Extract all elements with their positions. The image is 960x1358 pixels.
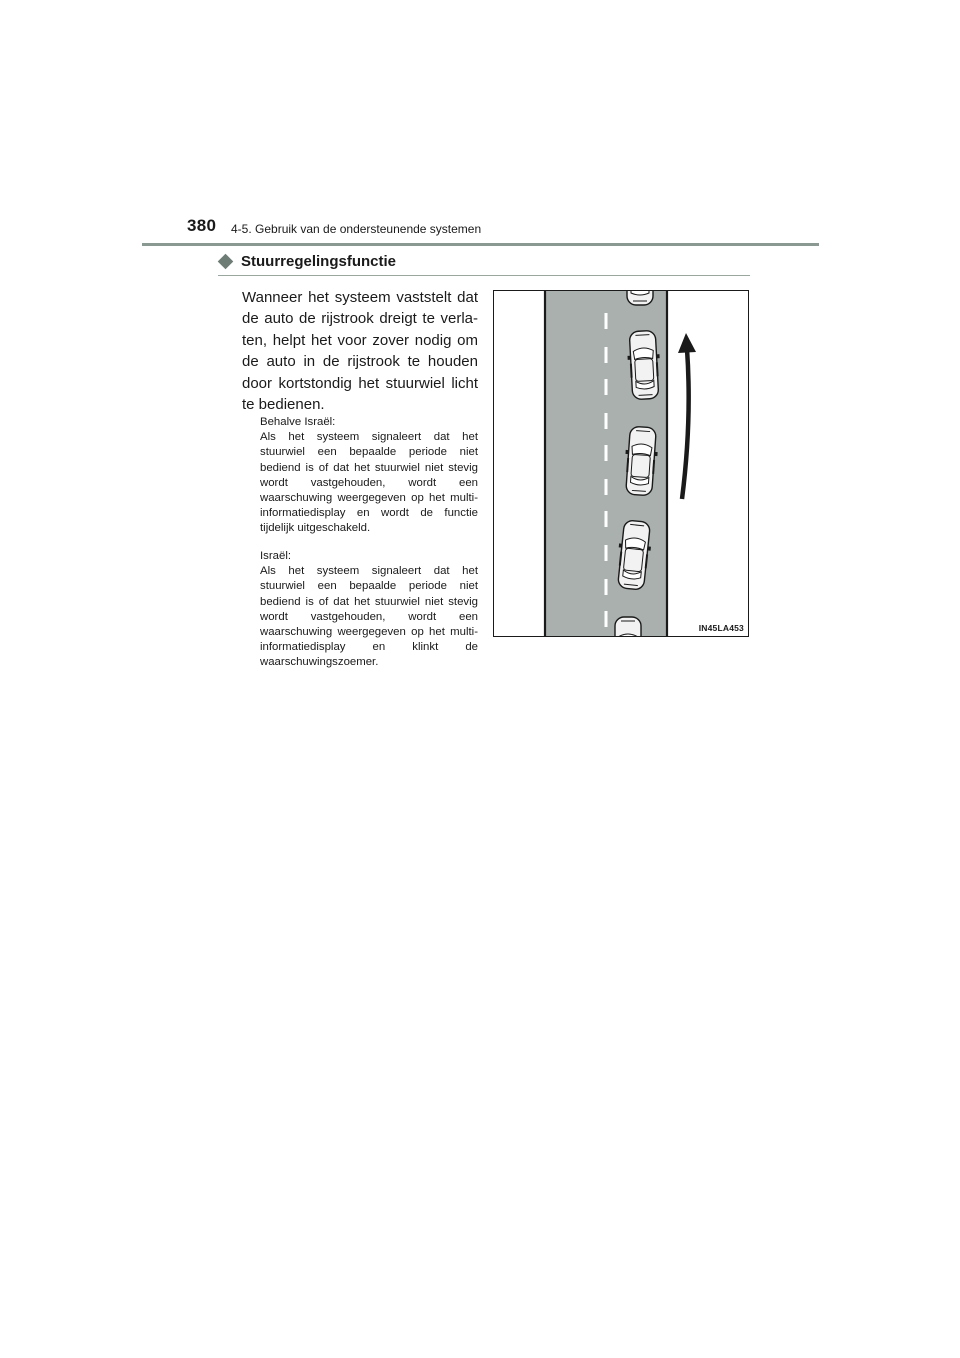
- note-label: Israël:: [260, 550, 292, 562]
- note-israel: [260, 549, 478, 671]
- section-heading-text: Stuurregelingsfunctie: [241, 253, 397, 270]
- car-icon: [626, 330, 662, 400]
- header-rule: [142, 243, 819, 246]
- figure-code: IN45LA453: [698, 623, 744, 633]
- diamond-icon: [218, 254, 234, 270]
- note-label: Behalve Israël:: [260, 416, 336, 428]
- note-text: Als het systeem signaleert dat het stuurwiel een bepaalde periode niet bediend is of dat het stuurwiel niet stevig wordt vastgehouden, wordt een waarschuwing weergegeven op het multi-informatiedisplay en wordt de functie tijdelijk uitgeschakeld.: [260, 431, 478, 535]
- steering-arrow-icon: [678, 333, 696, 499]
- note-text: Als het systeem signaleert dat het stuurwiel een bepaalde periode niet bediend is of dat het stuurwiel niet stevig wordt vastgehouden, wordt een waarschuwing weergegeven op het multi-informatiedisplay en klinkt de waarschuwingszoemer.: [260, 565, 478, 669]
- car-icon: [612, 617, 644, 637]
- body-paragraph: Wanneer het systeem vaststelt dat de auto de rijstrook dreigt te verla-ten, helpt het voor zover nodig om de auto in de rijstrook te houden door kortstondig het stuurwiel licht te bedienen.: [242, 289, 478, 414]
- chapter-title: 4-5. Gebruik van de ondersteunende systemen: [231, 222, 482, 236]
- page-number: 380: [187, 216, 217, 235]
- lane-keeping-figure: [493, 290, 749, 637]
- road-illustration: [494, 291, 749, 637]
- section-rule: [218, 275, 750, 276]
- section-heading: [218, 253, 396, 270]
- note-except-israel: [260, 415, 478, 537]
